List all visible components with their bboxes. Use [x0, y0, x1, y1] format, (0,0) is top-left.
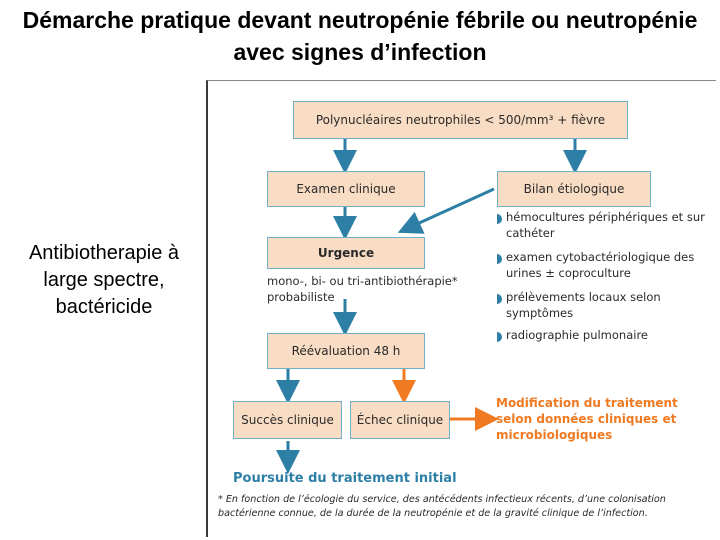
reevaluation-box — [267, 333, 425, 369]
echec-clinique-label: Échec clinique — [356, 413, 444, 427]
bilan-item-1: hémocultures périphériques et sur cathéter — [506, 210, 705, 240]
bilan-item-2: examen cytobactériologique des urines ± coproculture — [506, 250, 695, 280]
neutrophil-fever-label: Polynucléaires neutrophiles < 500/mm³ + fièvre — [315, 113, 606, 127]
succes-clinique-box — [233, 401, 342, 439]
poursuite-traitement: Poursuite du traitement initial — [233, 471, 457, 486]
reevaluation-label: Réévaluation 48 h — [291, 344, 401, 358]
bilan-etiologique-box — [497, 171, 651, 207]
bilan-item-4: radiographie pulmonaire — [506, 328, 648, 342]
slide-title: Démarche pratique devant neutropénie fébrile ou neutropénie avec signes d’infection — [22, 7, 698, 65]
urgence-note: mono-, bi- ou tri-antibiothérapie* probabiliste — [267, 274, 458, 304]
footnote: * En fonction de l’écologie du service, des antécédents infectieux récents, d’une colonisation bactérienne connue, de la durée de la neutropénie et de la gravité clinique de l’infection. — [218, 494, 666, 519]
urgence-box — [267, 237, 425, 269]
urgence-label: Urgence — [317, 246, 375, 260]
examen-clinique-box — [267, 171, 425, 207]
examen-clinique-label: Examen clinique — [296, 182, 396, 196]
side-note: Antibiotherapie à large spectre, bactéricide — [28, 242, 180, 318]
succes-clinique-label: Succès clinique — [241, 413, 334, 427]
echec-clinique-box — [350, 401, 450, 439]
bilan-etiologique-label: Bilan étiologique — [523, 182, 625, 196]
flowchart-figure — [206, 80, 716, 537]
bilan-item-3: prélèvements locaux selon symptômes — [506, 290, 661, 320]
modification-traitement: Modification du traitement selon données cliniques et microbiologiques — [496, 396, 678, 442]
neutrophil-fever-box — [293, 101, 628, 139]
